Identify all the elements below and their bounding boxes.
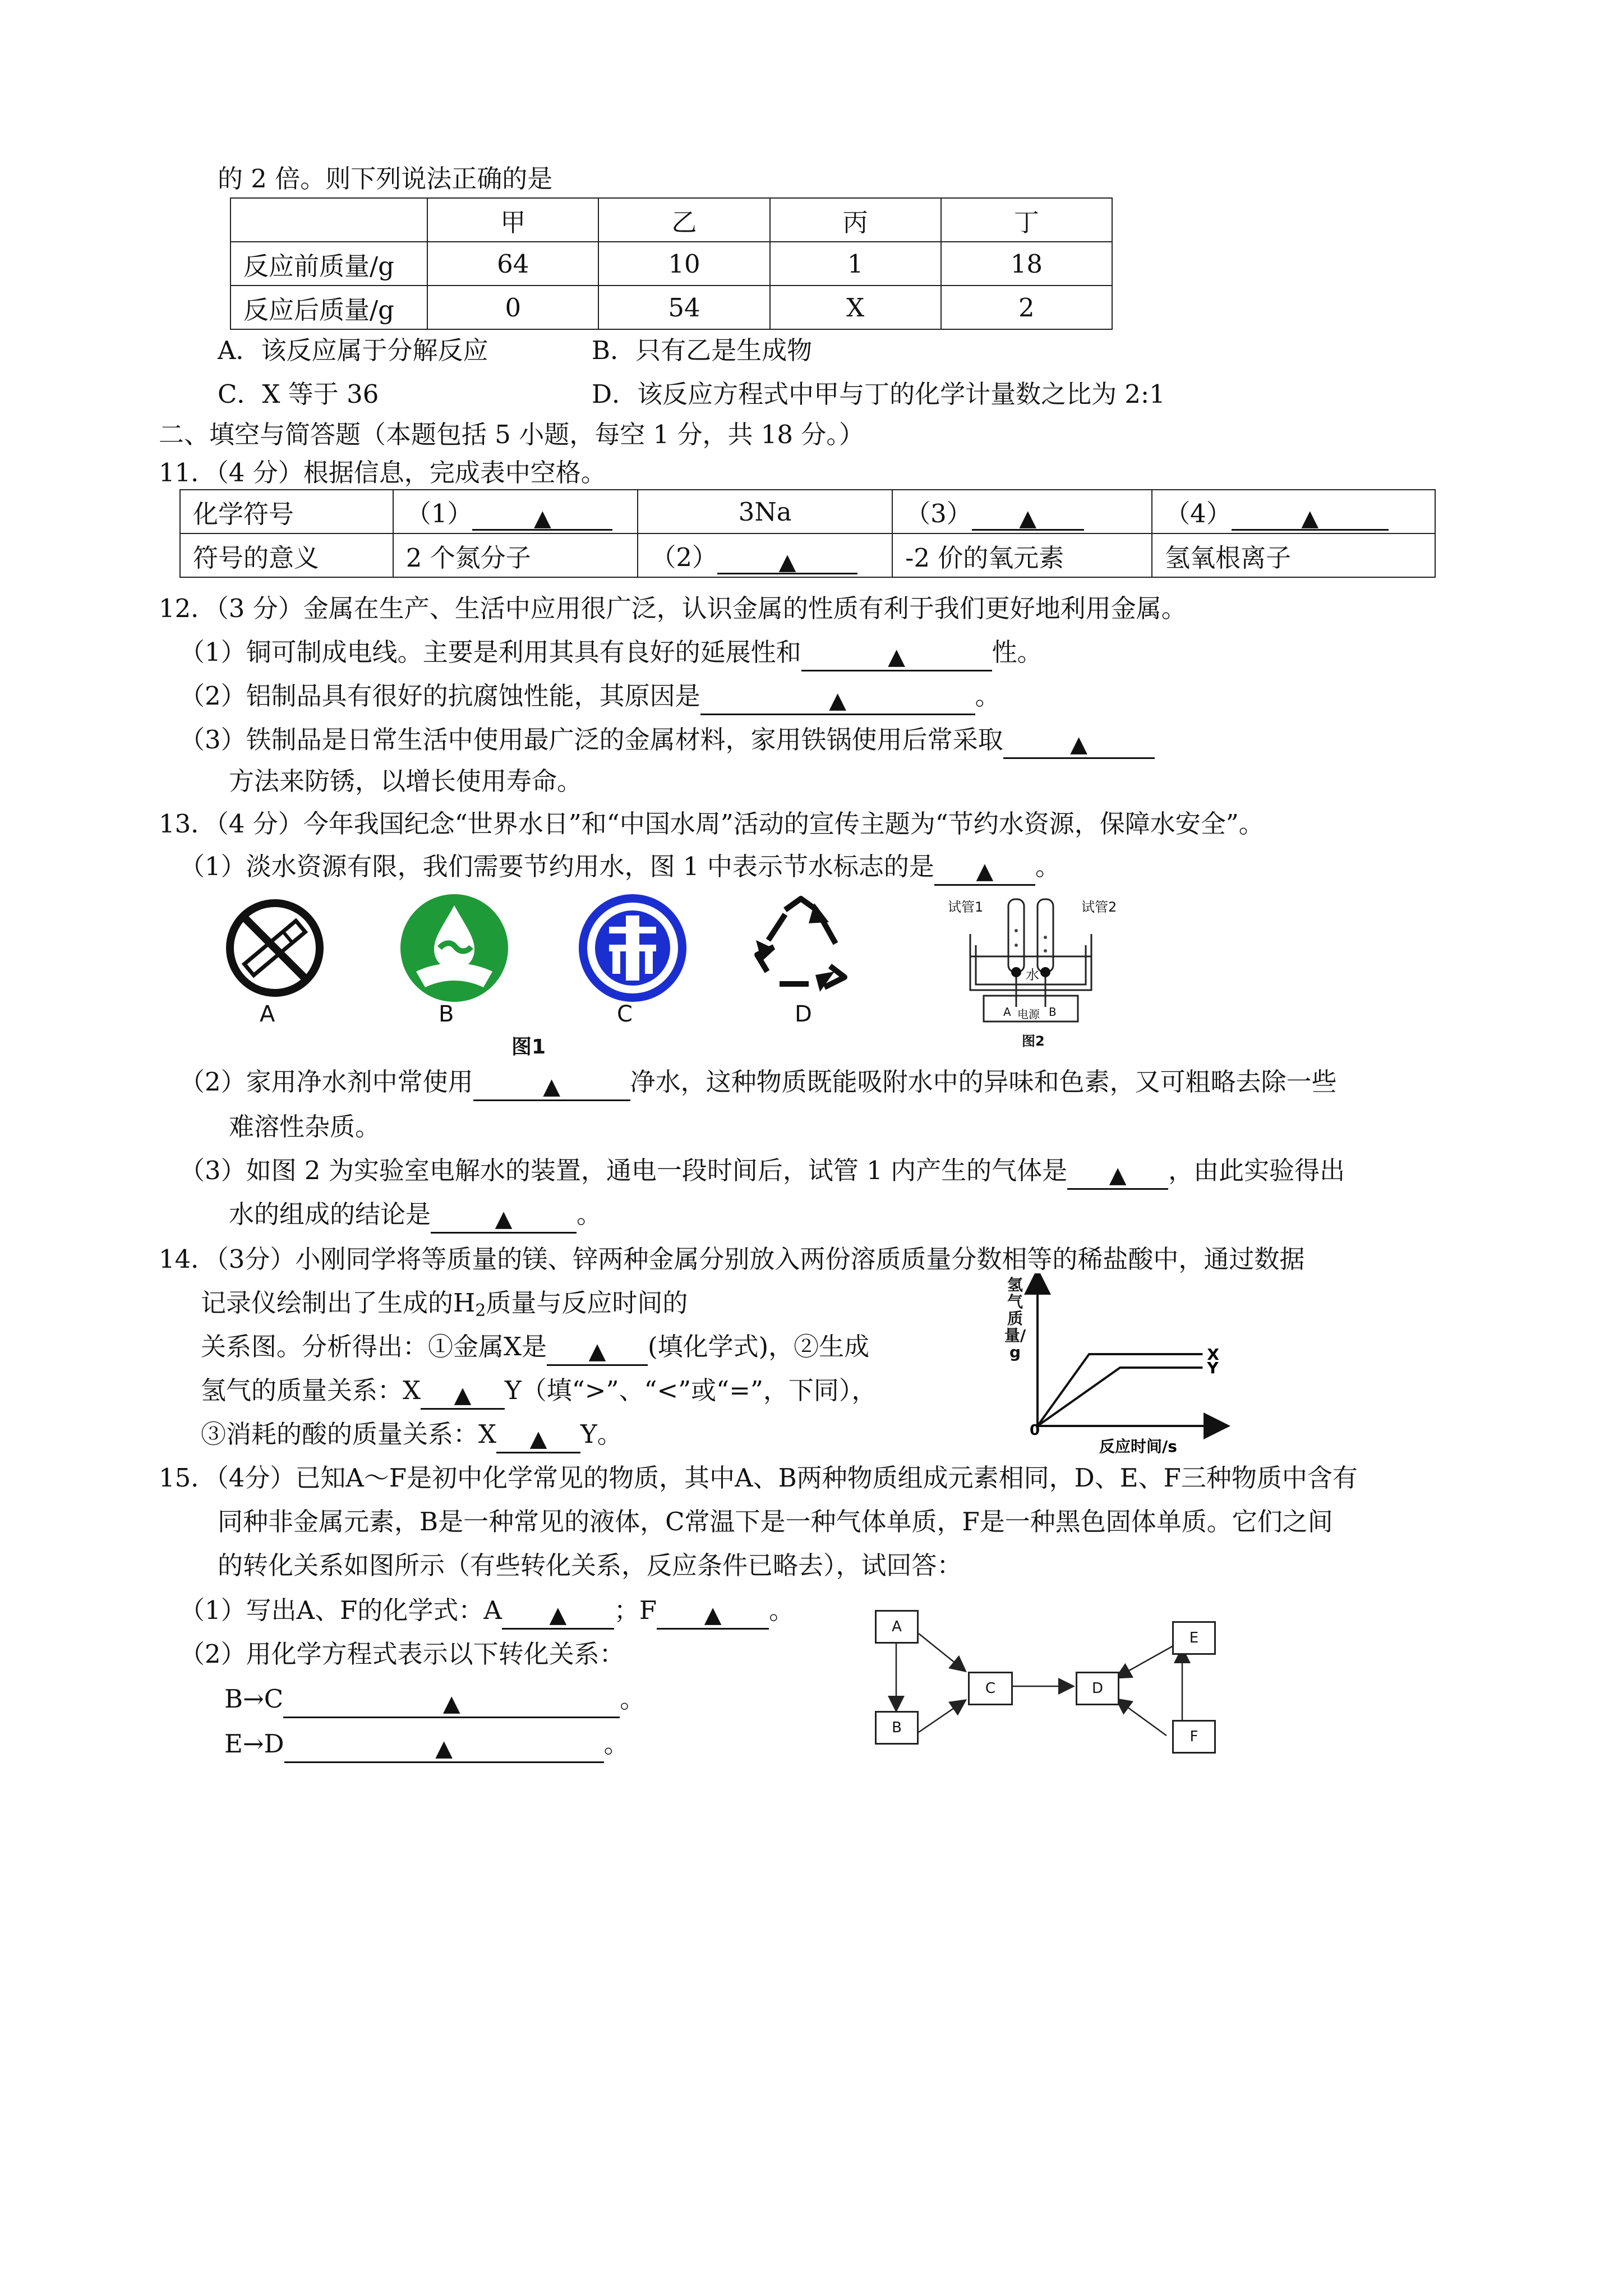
tube-2-label: 试管2 bbox=[1081, 899, 1117, 915]
table-header-row bbox=[230, 198, 1112, 242]
q15-part2: （2）用化学方程式表示以下转化关系： bbox=[179, 1639, 625, 1669]
text: 。 bbox=[769, 1595, 795, 1625]
node-d: D bbox=[1076, 1672, 1119, 1705]
q12-part2 bbox=[179, 683, 1000, 715]
blank-label: （4） bbox=[1165, 498, 1232, 528]
arrow-f-d bbox=[1117, 1700, 1166, 1736]
option-b: B．只有乙是生成物 bbox=[592, 335, 813, 365]
answer-blank[interactable] bbox=[496, 1425, 580, 1453]
answer-blank[interactable] bbox=[547, 1337, 648, 1366]
table-cell: 10 bbox=[598, 242, 769, 286]
answer-blank[interactable] bbox=[657, 1601, 769, 1630]
table-cell: X bbox=[770, 286, 941, 329]
text: ，由此实验得出 bbox=[1168, 1156, 1345, 1185]
x-axis-label: 反应时间/s bbox=[1099, 1437, 1177, 1456]
q12-part1 bbox=[179, 639, 1043, 671]
table-cell bbox=[892, 490, 1152, 533]
icon-label: A bbox=[260, 1001, 275, 1027]
node-c: C bbox=[968, 1672, 1013, 1705]
water-label: 水 bbox=[1026, 967, 1039, 983]
q15-bc bbox=[224, 1686, 645, 1718]
text: Y（填“>”、“<”或“=”，下同）， bbox=[505, 1375, 877, 1405]
table-cell: 化学符号 bbox=[180, 490, 393, 533]
table-cell: 反应后质量/g bbox=[230, 286, 427, 329]
table-row bbox=[180, 533, 1435, 577]
intro-text: 的 2 倍。则下列说法正确的是 bbox=[218, 164, 553, 194]
energy-saving-icon bbox=[578, 893, 688, 1003]
series-line-y bbox=[1038, 1368, 1202, 1426]
q11-stem: 11．（4 分）根据信息，完成表中空格。 bbox=[159, 458, 606, 487]
text: (填化学式)，②生成 bbox=[648, 1332, 870, 1361]
table-cell: 1 bbox=[770, 242, 941, 286]
marker-icon: ▲ bbox=[1109, 1162, 1127, 1188]
answer-blank[interactable] bbox=[472, 502, 612, 531]
marker-icon: ▲ bbox=[534, 505, 551, 531]
figure-caption: 图1 bbox=[511, 1036, 546, 1059]
section-heading: 二、填空与简答题（本题包括 5 小题，每空 1 分，共 18 分。） bbox=[159, 420, 864, 449]
icon-label: C bbox=[617, 1001, 633, 1027]
table-cell: 18 bbox=[941, 242, 1112, 286]
q11-table bbox=[179, 489, 1436, 578]
answer-blank[interactable] bbox=[421, 1381, 505, 1410]
marker-icon: ▲ bbox=[1301, 505, 1319, 531]
text: ；F bbox=[614, 1595, 657, 1625]
table-cell: 反应前质量/g bbox=[230, 242, 427, 286]
blank-label: （1） bbox=[405, 498, 473, 528]
table-cell: 2 个氮分子 bbox=[393, 533, 638, 577]
marker-icon: ▲ bbox=[888, 644, 906, 670]
text: （1）写出A、F的化学式：A bbox=[179, 1595, 502, 1625]
table-cell bbox=[638, 533, 892, 577]
option-a: A．该反应属于分解反应 bbox=[218, 335, 488, 365]
text: 净水，这种物质既能吸附水中的异味和色素，又可粗略去除一些 bbox=[630, 1067, 1337, 1097]
text: 。 bbox=[620, 1684, 645, 1714]
q15-line1: 15．（4分）已知A～F是初中化学常见的物质，其中A、B两种物质组成元素相同，D、E、F三种物质中含有 bbox=[159, 1463, 1358, 1493]
q14-line3 bbox=[201, 1334, 869, 1366]
text: Y。 bbox=[580, 1419, 623, 1449]
node-b: B bbox=[875, 1711, 919, 1745]
table-cell: 甲 bbox=[427, 198, 598, 242]
electrode-a-label: A bbox=[1003, 1005, 1011, 1019]
table-row bbox=[230, 286, 1112, 329]
marker-icon: ▲ bbox=[454, 1382, 472, 1408]
series-label-y: Y bbox=[1207, 1359, 1219, 1377]
text: 记录仪绘制出了生成的H bbox=[201, 1288, 476, 1318]
answer-blank[interactable] bbox=[1067, 1161, 1168, 1190]
text: 。 bbox=[1035, 852, 1061, 881]
marker-icon: ▲ bbox=[435, 1736, 453, 1761]
text: B→C bbox=[224, 1684, 284, 1714]
q13-part1 bbox=[179, 854, 1061, 886]
series-label-x: X bbox=[1207, 1345, 1219, 1364]
blank-label: （3） bbox=[905, 498, 972, 528]
table-cell: 64 bbox=[427, 242, 598, 286]
text: 。 bbox=[603, 1729, 629, 1759]
text: 关系图。分析得出：①金属X是 bbox=[201, 1332, 547, 1361]
q13-part3 bbox=[179, 1158, 1345, 1190]
blank-label: （2） bbox=[651, 542, 717, 572]
table-cell: 2 bbox=[941, 286, 1112, 329]
text: （2）铝制品具有很好的抗腐蚀性能，其原因是 bbox=[179, 681, 700, 711]
q12-part3-cont: 方法来防锈，以增长使用寿命。 bbox=[229, 766, 583, 796]
q13-part2-cont: 难溶性杂质。 bbox=[229, 1112, 381, 1142]
q13-part3-cont bbox=[229, 1199, 602, 1234]
text: （2）家用净水剂中常使用 bbox=[179, 1067, 473, 1097]
table-cell bbox=[393, 490, 638, 533]
table-cell bbox=[230, 198, 427, 242]
q12-stem: 12．（3 分）金属在生产、生活中应用很广泛，认识金属的性质有利于我们更好地利用金属。 bbox=[159, 593, 1187, 623]
q13-stem: 13．（4 分）今年我国纪念“世界水日”和“中国水周”活动的宣传主题为“节约水资源，保障水安全”。 bbox=[159, 809, 1264, 839]
text: 性。 bbox=[992, 637, 1043, 667]
table-cell: -2 价的氧元素 bbox=[892, 533, 1152, 577]
text: ③消耗的酸的质量关系：X bbox=[201, 1419, 497, 1449]
text: 水的组成的结论是 bbox=[229, 1199, 431, 1229]
table-cell: 丁 bbox=[941, 198, 1112, 242]
text: 质量与反应时间的 bbox=[486, 1288, 688, 1318]
node-e: E bbox=[1172, 1621, 1216, 1655]
arrow-a-c bbox=[919, 1634, 965, 1671]
electrode-b-label: B bbox=[1049, 1005, 1057, 1019]
answer-blank[interactable] bbox=[801, 643, 992, 671]
series-line-x bbox=[1038, 1354, 1202, 1426]
table-cell bbox=[1152, 490, 1435, 533]
marker-icon: ▲ bbox=[1019, 505, 1037, 531]
subscript: 2 bbox=[475, 1301, 486, 1320]
figure-caption: 图2 bbox=[1022, 1033, 1045, 1049]
answer-blank[interactable] bbox=[283, 1690, 620, 1718]
table-cell: 0 bbox=[427, 286, 598, 329]
text: 。 bbox=[975, 681, 1000, 711]
table-cell: 54 bbox=[598, 286, 769, 329]
text: （1）淡水资源有限，我们需要节约用水，图 1 中表示节水标志的是 bbox=[179, 852, 934, 881]
answer-blank[interactable] bbox=[502, 1601, 614, 1630]
table-cell: 氢氧根离子 bbox=[1152, 533, 1435, 577]
text: （3）如图 2 为实验室电解水的装置，通电一段时间后，试管 1 内产生的气体是 bbox=[179, 1156, 1068, 1185]
table-row bbox=[230, 242, 1112, 286]
marker-icon: ▲ bbox=[549, 1602, 567, 1628]
answer-blank[interactable] bbox=[1232, 502, 1389, 531]
text: 。 bbox=[577, 1199, 602, 1229]
marker-icon: ▲ bbox=[588, 1338, 606, 1364]
y-axis-label: 氢气质量/g bbox=[1004, 1276, 1026, 1361]
marker-icon: ▲ bbox=[704, 1602, 722, 1628]
text: （3）铁制品是日常生活中使用最广泛的金属材料，家用铁锅使用后常采取 bbox=[179, 725, 1003, 754]
no-smoking-icon bbox=[222, 895, 328, 1001]
water-saving-icon bbox=[399, 893, 509, 1003]
q14-line1: 14．（3分）小刚同学将等质量的镁、锌两种金属分别放入两份溶质质量分数相等的稀盐酸中，通过数据 bbox=[159, 1244, 1305, 1274]
recycle-icon bbox=[746, 893, 856, 994]
text: 氢气的质量关系：X bbox=[201, 1375, 421, 1405]
option-d: D．该反应方程式中甲与丁的化学计量数之比为 2:1 bbox=[592, 379, 1165, 409]
q15-part1 bbox=[179, 1595, 795, 1630]
marker-icon: ▲ bbox=[1070, 731, 1088, 757]
text: E→D bbox=[224, 1729, 284, 1759]
table-cell: 乙 bbox=[598, 198, 769, 242]
power-label: 电源 bbox=[1017, 1007, 1040, 1021]
q15-line2: 同种非金属元素，B是一种常见的液体，C常温下是一种气体单质，F是一种黑色固体单质。它们之间 bbox=[218, 1507, 1333, 1536]
marker-icon: ▲ bbox=[442, 1691, 460, 1717]
marker-icon: ▲ bbox=[829, 688, 847, 714]
arrow-e-d bbox=[1117, 1646, 1173, 1677]
table-cell: 符号的意义 bbox=[180, 533, 393, 577]
answer-blank[interactable] bbox=[473, 1073, 630, 1101]
marker-icon: ▲ bbox=[778, 549, 796, 575]
q15-line3: 的转化关系如图所示（有些转化关系，反应条件已略去），试回答： bbox=[218, 1550, 962, 1580]
q15-ed bbox=[224, 1731, 629, 1763]
answer-blank[interactable] bbox=[1003, 730, 1155, 759]
answer-blank[interactable] bbox=[284, 1734, 604, 1763]
table-cell: 丙 bbox=[770, 198, 941, 242]
answer-blank[interactable] bbox=[431, 1205, 577, 1234]
q14-line2 bbox=[201, 1290, 688, 1319]
node-a: A bbox=[875, 1610, 919, 1644]
marker-icon: ▲ bbox=[976, 858, 994, 884]
answer-blank[interactable] bbox=[717, 546, 857, 574]
node-f: F bbox=[1172, 1720, 1216, 1754]
q14-line5 bbox=[201, 1421, 623, 1453]
q13-part2 bbox=[179, 1069, 1337, 1101]
icon-label: B bbox=[439, 1001, 454, 1027]
q12-part3 bbox=[179, 727, 1155, 759]
origin-label: 0 bbox=[1030, 1422, 1040, 1439]
marker-icon: ▲ bbox=[529, 1426, 547, 1452]
q14-line4 bbox=[201, 1375, 877, 1410]
text: （1）铜可制成电线。主要是利用其具有良好的延展性和 bbox=[179, 637, 801, 667]
q10-table bbox=[230, 197, 1113, 330]
icon-label: D bbox=[795, 1001, 812, 1027]
answer-blank[interactable] bbox=[972, 502, 1084, 531]
tube-1-label: 试管1 bbox=[948, 899, 984, 915]
answer-blank[interactable] bbox=[700, 687, 975, 715]
table-cell: 3Na bbox=[638, 490, 892, 533]
arrow-b-c bbox=[919, 1701, 965, 1732]
answer-blank[interactable] bbox=[934, 857, 1035, 886]
marker-icon: ▲ bbox=[495, 1206, 513, 1232]
option-c: C．X 等于 36 bbox=[218, 379, 379, 409]
table-row bbox=[180, 490, 1435, 533]
marker-icon: ▲ bbox=[543, 1074, 561, 1099]
